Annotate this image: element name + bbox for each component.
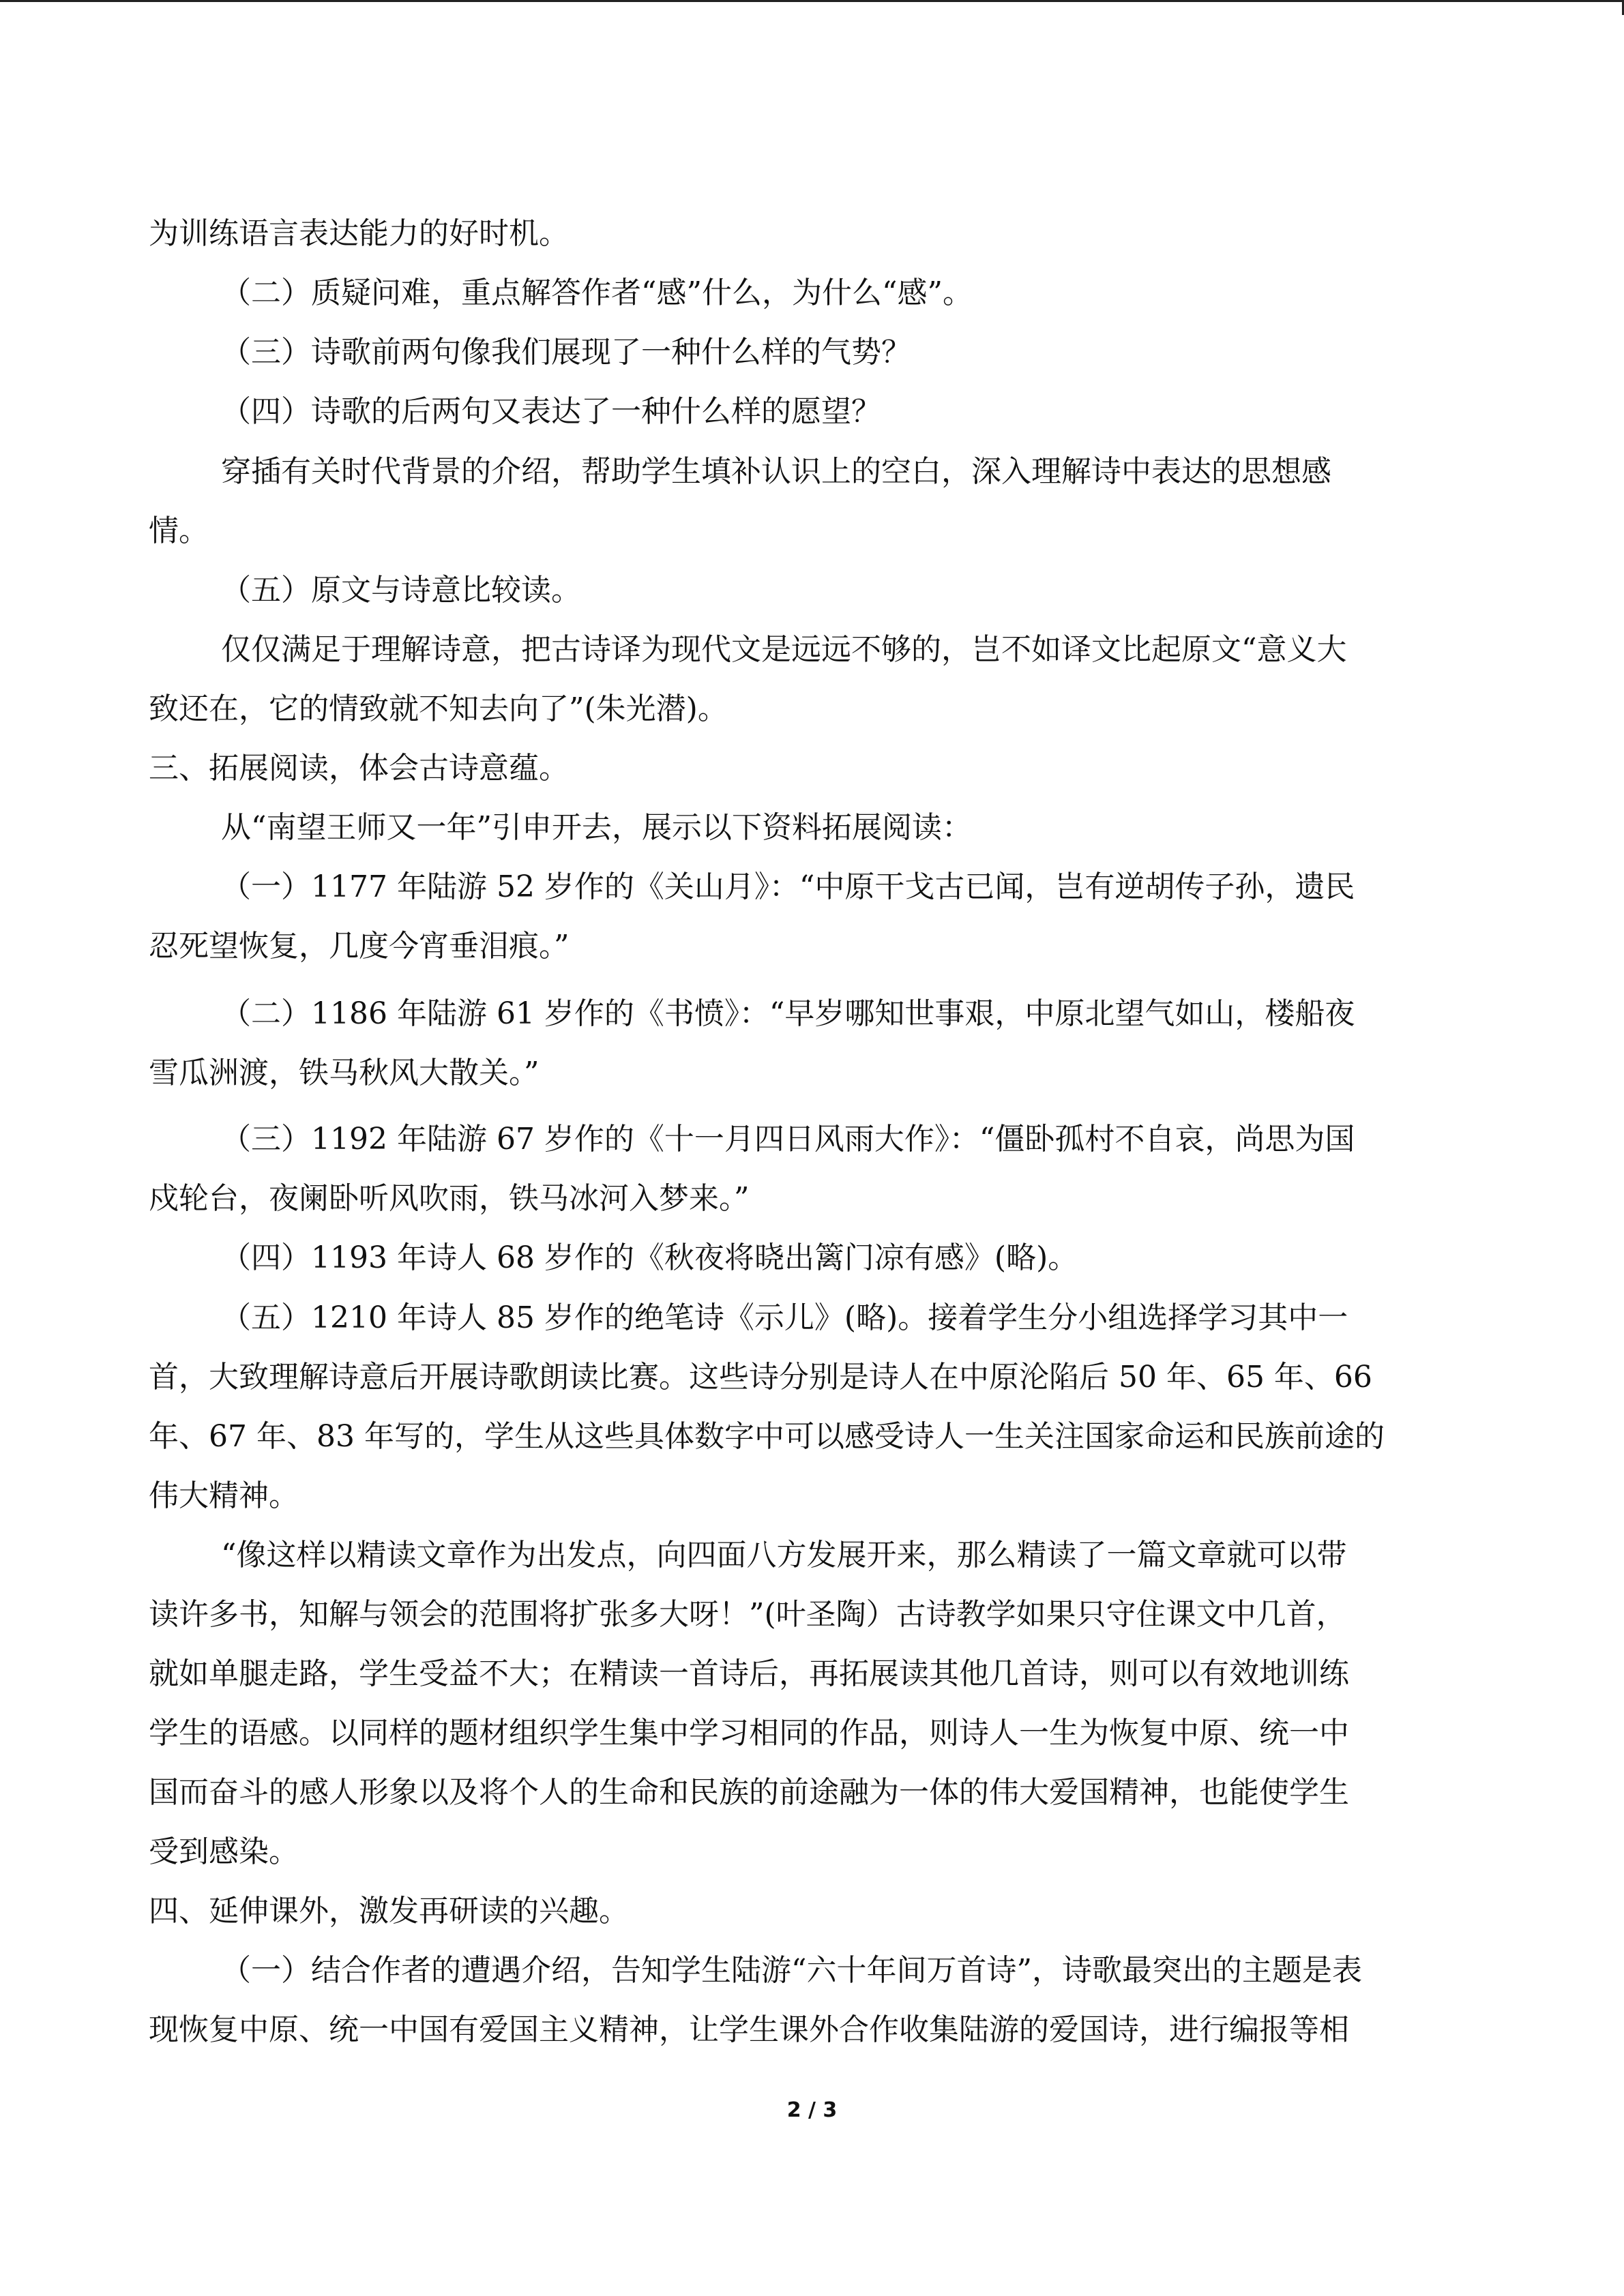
page-top-border <box>0 0 1624 2</box>
paragraph-line: 国而奋斗的感人形象以及将个人的生命和民族的前途融为一体的伟大爱国精神，也能使学生 <box>149 1775 1349 1810</box>
paragraph-line: 受到感染。 <box>149 1834 299 1869</box>
paragraph-line: 为训练语言表达能力的好时机。 <box>149 216 569 251</box>
paragraph-line: （三）诗歌前两句像我们展现了一种什么样的气势？ <box>221 335 911 370</box>
paragraph-line: “像这样以精读文章作为出发点，向四面八方发展开来，那么精读了一篇文章就可以带 <box>221 1538 1347 1572</box>
paragraph-line: 戍轮台，夜阑卧听风吹雨，铁马冰河入梦来。” <box>149 1181 750 1216</box>
paragraph-line: 穿插有关时代背景的介绍，帮助学生填补认识上的空白，深入理解诗中表达的思想感 <box>221 454 1331 489</box>
paragraph-line: （五）1210 年诗人 85 岁作的绝笔诗《示儿》(略)。接着学生分小组选择学习其中一 <box>221 1300 1348 1335</box>
paragraph-line: 从“南望王师又一年”引申开去，展示以下资料拓展阅读： <box>221 810 972 845</box>
section-heading: 四、延伸课外，激发再研读的兴趣。 <box>149 1894 629 1928</box>
paragraph-line: 忍死望恢复，几度今宵垂泪痕。” <box>149 929 570 964</box>
paragraph-line: 致还在，它的情致就不知去向了”(朱光潜)。 <box>149 691 728 726</box>
page-number: 2 / 3 <box>786 2098 838 2122</box>
paragraph-line: （三）1192 年陆游 67 岁作的《十一月四日风雨大作》：“僵卧孤村不自哀，尚思为国 <box>221 1122 1355 1157</box>
paragraph-line: 伟大精神。 <box>149 1478 299 1513</box>
paragraph-line: （一）结合作者的遭遇介绍，告知学生陆游“六十年间万首诗”，诗歌最突出的主题是表 <box>221 1953 1362 1988</box>
paragraph-line: 年、67 年、83 年写的，学生从这些具体数字中可以感受诗人一生关注国家命运和民族前途的 <box>149 1419 1385 1454</box>
paragraph-line: 就如单腿走路，学生受益不大；在精读一首诗后，再拓展读其他几首诗，则可以有效地训练 <box>149 1656 1349 1691</box>
paragraph-line: （一）1177 年陆游 52 岁作的《关山月》：“中原干戈古已闻，岂有逆胡传子孙，遗民 <box>221 869 1355 904</box>
paragraph-line: 雪瓜洲渡，铁马秋风大散关。” <box>149 1056 540 1090</box>
paragraph-line: （四）诗歌的后两句又表达了一种什么样的愿望？ <box>221 394 881 429</box>
paragraph-line: 仅仅满足于理解诗意，把古诗译为现代文是远远不够的，岂不如译文比起原文“意义大 <box>221 632 1347 667</box>
paragraph-line: 现恢复中原、统一中国有爱国主义精神，让学生课外合作收集陆游的爱国诗，进行编报等相 <box>149 2012 1349 2047</box>
paragraph-line: （四）1193 年诗人 68 岁作的《秋夜将晓出篱门凉有感》(略)。 <box>221 1240 1078 1275</box>
paragraph-line: （五）原文与诗意比较读。 <box>221 573 581 608</box>
paragraph-line: 学生的语感。以同样的题材组织学生集中学习相同的作品，则诗人一生为恢复中原、统一中 <box>149 1716 1349 1750</box>
paragraph-line: （二）质疑问难，重点解答作者“感”什么，为什么“感”。 <box>221 275 973 310</box>
paragraph-line: 首，大致理解诗意后开展诗歌朗读比赛。这些诗分别是诗人在中原沦陷后 50 年、65 年、66 <box>149 1360 1372 1395</box>
section-heading: 三、拓展阅读，体会古诗意蕴。 <box>149 751 569 786</box>
paragraph-line: （二）1186 年陆游 61 岁作的《书愤》：“早岁哪知世事艰，中原北望气如山，楼船夜 <box>221 996 1355 1031</box>
paragraph-line: 读许多书，知解与领会的范围将扩张多大呀！”(叶圣陶）古诗教学如果只守住课文中几首， <box>149 1597 1346 1632</box>
paragraph-line: 情。 <box>149 513 209 548</box>
